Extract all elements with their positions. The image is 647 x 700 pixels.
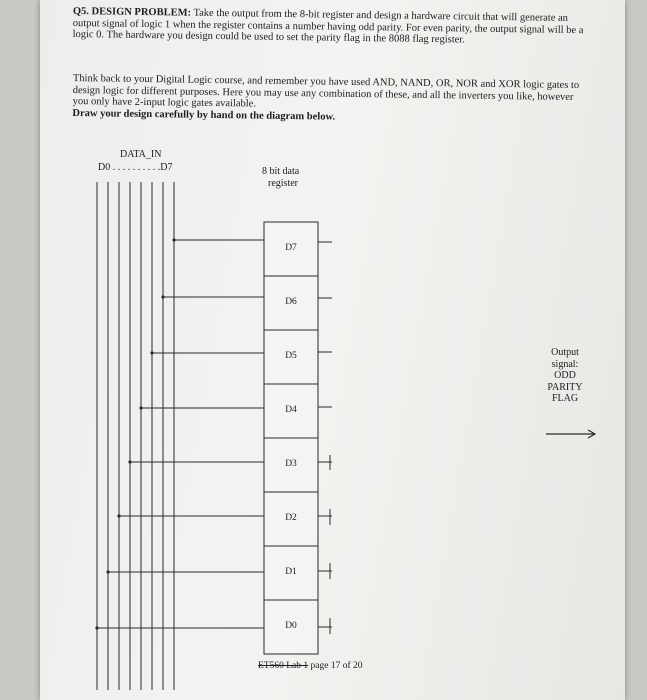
output-signal-label	[535, 347, 595, 405]
question-body: Take the output from the 8-bit register and design a hardware circuit that will generate an output signal of logic 1 when the register contains a number having odd parity. For even parity, the output signal will be a logic 0. The hardware you design could be used to set the parity flag in the 8088 flag register.	[72, 7, 584, 46]
register-bit-label-d0: D0	[285, 621, 297, 631]
register-bit-label-d4: D4	[285, 405, 297, 415]
dot-d3	[128, 460, 131, 463]
page-number: page 17 of 20	[310, 661, 363, 671]
output-arrow	[546, 430, 595, 438]
dot-d1	[106, 570, 109, 573]
dot-d2	[117, 514, 120, 517]
register-title-line2: register	[268, 178, 298, 189]
page-footer	[258, 661, 363, 671]
register-bit-label-d3: D3	[285, 459, 297, 469]
dot-d4	[139, 406, 142, 409]
register-block	[264, 222, 318, 654]
instructions-body: Think back to your Digital Logic course, and remember you have used AND, NAND, OR, NOR and XOR logic gates to design logic for different purposes. Here you may use any combination of these, and all the inverters you like, however you only have 2-input logic gates available.	[72, 73, 580, 110]
output-line1: Output	[551, 347, 579, 358]
course-code: ET560 Lab 1	[258, 661, 309, 671]
instructions-bold-tail: Draw your design carefully by hand on the diagram below.	[72, 107, 336, 123]
output-line4: PARITY	[547, 381, 583, 393]
dot-d0	[95, 626, 98, 629]
bus-range: D0 . . . . . . . . . .D7	[98, 162, 173, 173]
output-line3: ODD	[554, 370, 576, 381]
register-bit-label-d7: D7	[285, 243, 297, 253]
register-bit-label-d5: D5	[285, 351, 297, 361]
dot-d5	[150, 351, 153, 354]
dot-d6	[161, 295, 164, 298]
data-bus-lines	[97, 182, 174, 690]
register-outputs	[318, 242, 332, 634]
register-bit-label-d2: D2	[285, 513, 297, 523]
register-bit-label-d6: D6	[285, 297, 297, 307]
dot-d7	[172, 238, 175, 241]
question-lead: Q5. DESIGN PROBLEM:	[72, 6, 192, 19]
tap-junction-dots	[95, 238, 175, 629]
register-bit-label-d1: D1	[285, 567, 297, 577]
worksheet-page	[40, 0, 625, 700]
input-taps	[97, 240, 264, 628]
bus-title: DATA_IN	[120, 149, 162, 160]
output-line2: signal:	[551, 358, 579, 370]
register-title-line1: 8 bit data	[262, 166, 300, 177]
output-line5: FLAG	[551, 393, 579, 404]
